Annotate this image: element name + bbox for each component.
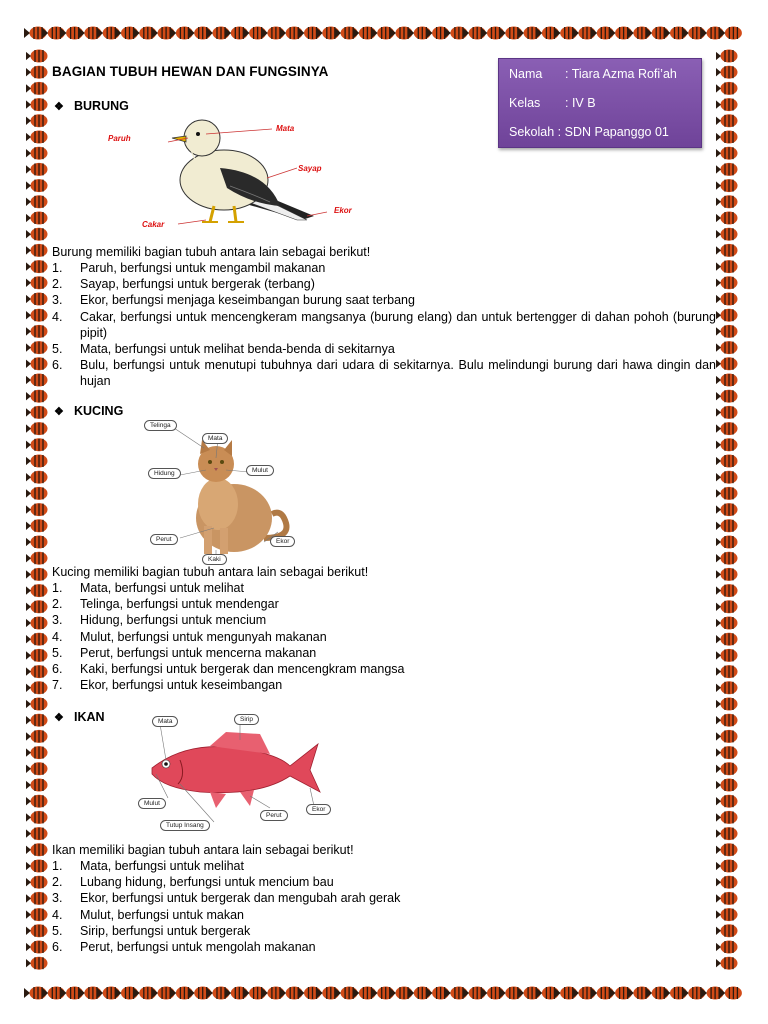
tropical-fish-icon bbox=[26, 293, 48, 306]
tropical-fish-icon bbox=[26, 341, 48, 354]
tropical-fish-icon bbox=[26, 649, 48, 662]
list-item: 7. Ekor, berfungsi untuk keseimbangan bbox=[52, 678, 283, 693]
list-item: 2. Telinga, berfungsi untuk mendengar bbox=[52, 597, 279, 612]
list-item: 1. Paruh, berfungsi untuk mengambil makanan bbox=[52, 261, 326, 275]
burung-list bbox=[52, 260, 716, 390]
tropical-fish-icon bbox=[26, 390, 48, 403]
label-perut: Perut bbox=[150, 534, 178, 545]
tropical-fish-icon bbox=[26, 276, 48, 289]
tropical-fish-icon bbox=[26, 163, 48, 176]
tropical-fish-icon bbox=[26, 860, 48, 873]
tropical-fish-icon bbox=[26, 600, 48, 613]
tropical-fish-icon bbox=[26, 779, 48, 792]
tropical-fish-icon bbox=[26, 681, 48, 694]
tropical-fish-icon bbox=[26, 633, 48, 646]
list-item: 2. Sayap, berfungsi untuk bergerak (terbang) bbox=[52, 277, 315, 292]
bottom-border bbox=[0, 980, 768, 1006]
label-sayap: Sayap bbox=[298, 164, 322, 173]
tropical-fish-icon bbox=[26, 746, 48, 759]
ikan-intro: Ikan memiliki bagian tubuh antara lain sebagai berikut! bbox=[52, 843, 354, 857]
tropical-fish-icon bbox=[26, 957, 48, 970]
info-row-sekolah bbox=[509, 125, 669, 139]
section-heading-ikan bbox=[54, 710, 105, 724]
tropical-fish-icon bbox=[26, 147, 48, 160]
label-ekor: Ekor bbox=[306, 804, 331, 815]
worksheet-page bbox=[52, 58, 720, 968]
heading-text: KUCING bbox=[74, 404, 124, 418]
fish-illustration bbox=[130, 710, 330, 832]
list-item: 1. Mata, berfungsi untuk melihat bbox=[52, 581, 244, 595]
list-item: 3. Hidung, berfungsi untuk mencium bbox=[52, 613, 267, 628]
tropical-fish-icon bbox=[26, 422, 48, 435]
tropical-fish-icon bbox=[26, 503, 48, 516]
label-tutup-insang: Tutup Insang bbox=[160, 820, 210, 831]
list-item: 6. Bulu, berfungsi untuk menutupi tubuhnya dari udara di sekitarnya. Bulu melindungi burung dari hawa dingin dan hujan bbox=[52, 358, 716, 389]
cat-diagram bbox=[144, 418, 314, 568]
info-key: Kelas bbox=[509, 96, 541, 110]
bird-illustration bbox=[102, 108, 362, 238]
tropical-fish-icon bbox=[26, 114, 48, 127]
tropical-fish-icon bbox=[26, 795, 48, 808]
tropical-fish-icon bbox=[26, 536, 48, 549]
tropical-fish-icon bbox=[26, 455, 48, 468]
list-item: 4. Mulut, berfungsi untuk makan bbox=[52, 907, 244, 922]
label-mata: Mata bbox=[152, 716, 178, 727]
info-value: : IV B bbox=[565, 96, 596, 110]
tropical-fish-icon bbox=[26, 762, 48, 775]
list-item: 4. Cakar, berfungsi untuk mencengkeram mangsanya (burung elang) dan untuk bertengger di dahan pohoh (burung pipit) bbox=[52, 309, 716, 340]
label-mulut: Mulut bbox=[138, 798, 166, 809]
tropical-fish-icon bbox=[26, 827, 48, 840]
diamond-bullet-icon: ❖ bbox=[54, 712, 64, 724]
ikan-list bbox=[52, 858, 716, 955]
tropical-fish-icon bbox=[26, 212, 48, 225]
list-item: 3. Ekor, berfungsi untuk bergerak dan mengubah arah gerak bbox=[52, 891, 401, 906]
kucing-intro: Kucing memiliki bagian tubuh antara lain sebagai berikut! bbox=[52, 565, 369, 579]
tropical-fish-icon bbox=[26, 406, 48, 419]
diamond-bullet-icon: ❖ bbox=[54, 101, 64, 113]
tropical-fish-icon bbox=[26, 131, 48, 144]
tropical-fish-icon bbox=[26, 876, 48, 889]
tropical-fish-icon bbox=[26, 309, 48, 322]
label-mulut: Mulut bbox=[246, 465, 274, 476]
tropical-fish-icon bbox=[26, 357, 48, 370]
tropical-fish-icon bbox=[26, 50, 48, 63]
bird-diagram bbox=[102, 108, 362, 238]
tropical-fish-icon bbox=[26, 665, 48, 678]
info-row-nama bbox=[509, 67, 677, 81]
list-item: 5. Sirip, berfungsi untuk bergerak bbox=[52, 923, 251, 938]
list-item: 2. Lubang hidung, berfungsi untuk mencium bau bbox=[52, 875, 334, 890]
tropical-fish-icon bbox=[26, 811, 48, 824]
label-mata: Mata bbox=[276, 124, 295, 133]
tropical-fish-icon bbox=[26, 244, 48, 257]
tropical-fish-icon bbox=[26, 98, 48, 111]
tropical-fish-icon bbox=[26, 908, 48, 921]
label-telinga: Telinga bbox=[144, 420, 177, 431]
tropical-fish-icon bbox=[26, 552, 48, 565]
tropical-fish-icon bbox=[26, 195, 48, 208]
fish-diagram bbox=[130, 710, 330, 832]
diamond-bullet-icon: ❖ bbox=[54, 406, 64, 418]
label-ekor: Ekor bbox=[270, 536, 295, 547]
list-item: 6. Kaki, berfungsi untuk bergerak dan mencengkram mangsa bbox=[52, 662, 405, 677]
label-kaki: Kaki bbox=[202, 554, 227, 565]
left-border bbox=[26, 0, 52, 1024]
info-value: : SDN Papanggo 01 bbox=[557, 125, 669, 139]
tropical-fish-icon bbox=[26, 82, 48, 95]
info-value: : Tiara Azma Rofi’ah bbox=[565, 67, 677, 81]
list-item: 3. Ekor, berfungsi menjaga keseimbangan burung saat terbang bbox=[52, 293, 415, 308]
tropical-fish-icon bbox=[26, 487, 48, 500]
info-key: Sekolah bbox=[509, 125, 555, 139]
tropical-fish-icon bbox=[26, 325, 48, 338]
top-border bbox=[0, 20, 768, 46]
tropical-fish-icon bbox=[26, 584, 48, 597]
tropical-fish-icon bbox=[26, 374, 48, 387]
tropical-fish-icon bbox=[26, 843, 48, 856]
list-item: 5. Perut, berfungsi untuk mencerna makanan bbox=[52, 645, 317, 660]
burung-intro: Burung memiliki bagian tubuh antara lain sebagai berikut! bbox=[52, 245, 371, 259]
tropical-fish-icon bbox=[26, 66, 48, 79]
label-cakar: Cakar bbox=[142, 220, 165, 229]
tropical-fish-icon bbox=[26, 698, 48, 711]
page-title: BAGIAN TUBUH HEWAN DAN FUNGSINYA bbox=[52, 64, 329, 79]
tropical-fish-icon bbox=[26, 924, 48, 937]
info-row-kelas bbox=[509, 96, 596, 110]
label-sirip: Sirip bbox=[234, 714, 259, 725]
tropical-fish-icon bbox=[26, 179, 48, 192]
list-item: 6. Perut, berfungsi untuk mengolah makanan bbox=[52, 940, 316, 955]
label-hidung: Hidung bbox=[148, 468, 181, 479]
tropical-fish-icon bbox=[26, 730, 48, 743]
label-ekor: Ekor bbox=[334, 206, 352, 215]
heading-text: IKAN bbox=[74, 710, 105, 724]
label-mata: Mata bbox=[202, 433, 228, 444]
info-key: Nama bbox=[509, 67, 543, 81]
label-paruh: Paruh bbox=[108, 134, 131, 143]
tropical-fish-icon bbox=[26, 941, 48, 954]
label-perut: Perut bbox=[260, 810, 288, 821]
tropical-fish-icon bbox=[26, 260, 48, 273]
tropical-fish-icon bbox=[26, 228, 48, 241]
student-info-box bbox=[498, 58, 702, 148]
tropical-fish-icon bbox=[26, 892, 48, 905]
kucing-list bbox=[52, 580, 716, 693]
tropical-fish-icon bbox=[26, 617, 48, 630]
list-item: 4. Mulut, berfungsi untuk mengunyah makanan bbox=[52, 629, 327, 644]
heading-text: BURUNG bbox=[74, 99, 129, 113]
tropical-fish-icon bbox=[26, 568, 48, 581]
tropical-fish-icon bbox=[26, 519, 48, 532]
list-item: 1. Mata, berfungsi untuk melihat bbox=[52, 859, 244, 873]
tropical-fish-icon bbox=[26, 714, 48, 727]
section-heading-kucing bbox=[54, 404, 123, 418]
tropical-fish-icon bbox=[26, 438, 48, 451]
tropical-fish-icon bbox=[26, 471, 48, 484]
list-item: 5. Mata, berfungsi untuk melihat benda-benda di sekitarnya bbox=[52, 342, 395, 357]
